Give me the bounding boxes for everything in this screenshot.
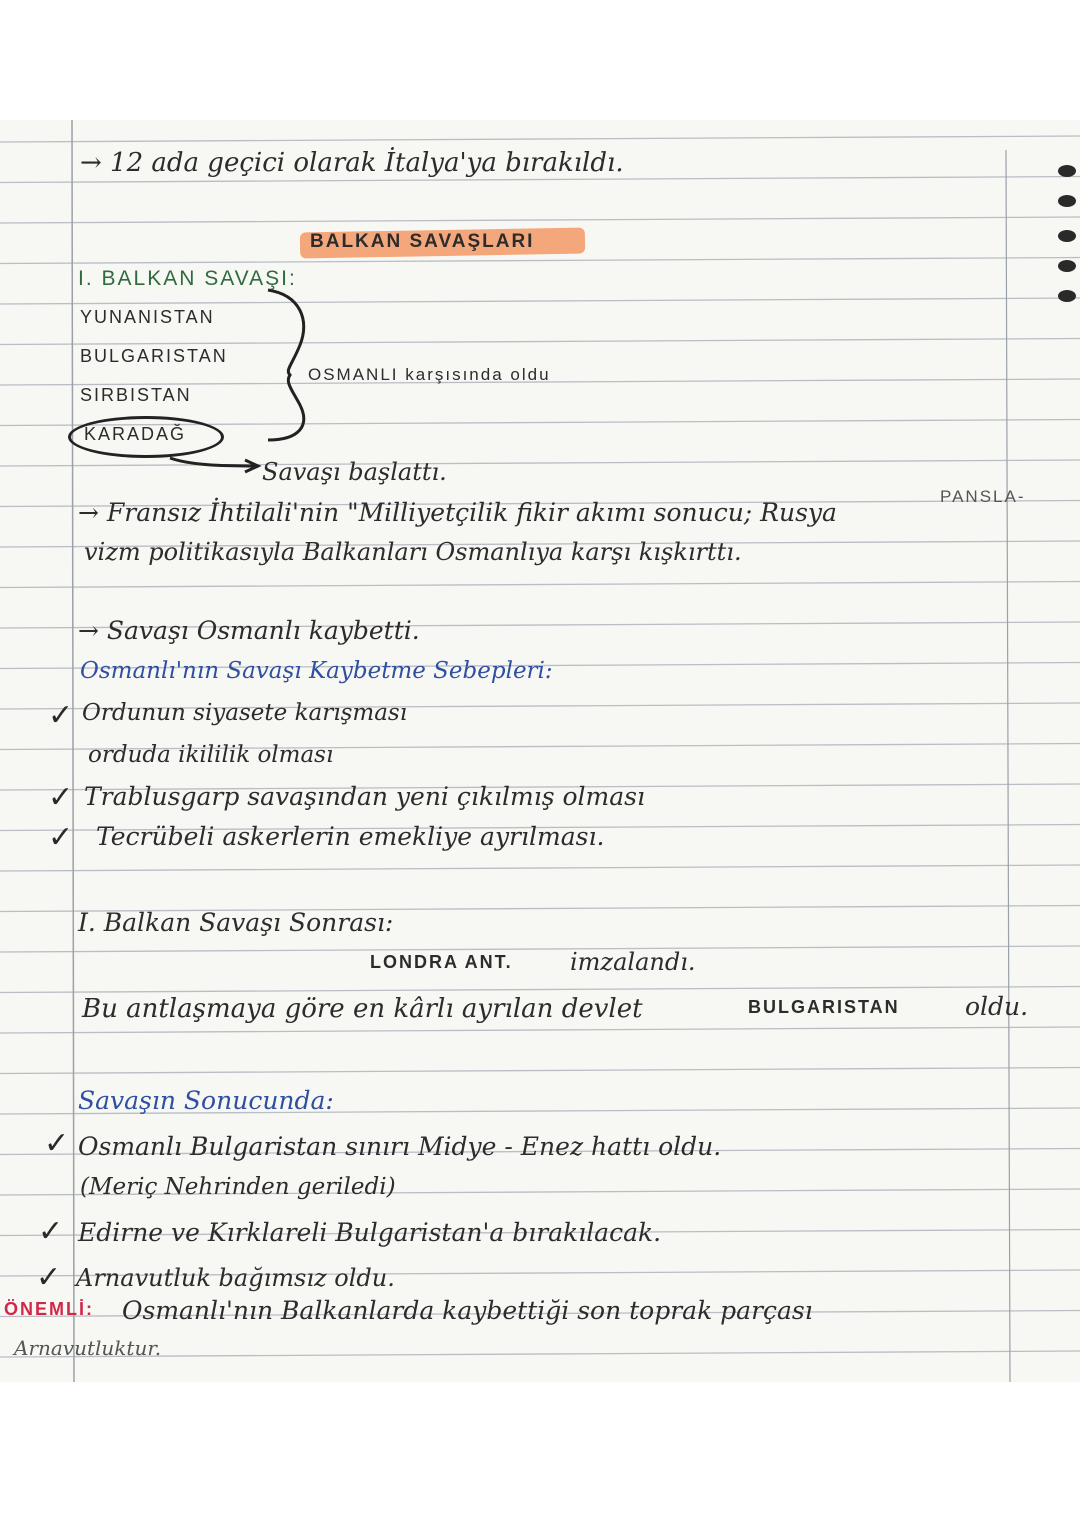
result-item: Arnavutluk bağımsız oldu. [76, 1264, 395, 1292]
profit-text: Bu antlaşmaya göre en kârlı ayrılan devlet [82, 994, 643, 1024]
reason-item: Ordunun siyasete karışması [82, 700, 408, 726]
country-item: YUNANISTAN [80, 307, 215, 327]
cause-line-2: vizm politikasıyla Balkanları Osmanlıya karşı kışkırttı. [84, 538, 742, 566]
profit-end: oldu. [965, 992, 1029, 1021]
reason-item: Trablusgarp savaşından yeni çıkılmış olması [84, 782, 645, 811]
country-item: KARADAĞ [84, 424, 187, 444]
important-text-2: Arnavutluktur. [14, 1336, 162, 1360]
page-title: BALKAN SAVAŞLARI [310, 231, 535, 252]
notebook-page [0, 120, 1080, 1382]
check-icon: ✓ [48, 820, 74, 855]
reasons-heading: Osmanlı'nın Savaşı Kaybetme Sebepleri: [80, 658, 553, 684]
result-item: Osmanlı Bulgaristan sınırı Midye - Enez hattı oldu. [78, 1132, 722, 1161]
country-item: SIRBISTAN [80, 385, 192, 405]
war1-heading: I. BALKAN SAVAŞI: [78, 267, 297, 290]
check-icon: ✓ [38, 1214, 64, 1249]
check-icon: ✓ [44, 1126, 70, 1161]
started-text: Savaşı başlattı. [262, 458, 447, 486]
check-icon: ✓ [48, 698, 74, 733]
cause-line-1-end: PANSLA- [940, 487, 1026, 506]
result-item: (Meriç Nehrinden geriledi) [80, 1174, 396, 1200]
reason-item: orduda ikililik olması [88, 742, 334, 768]
check-icon: ✓ [48, 780, 74, 815]
cause-line-1: → Fransız İhtilali'nin "Milliyetçilik fikir akımı sonucu; Rusya [78, 498, 837, 527]
result-heading: Savaşın Sonucunda: [78, 1086, 334, 1115]
lost-text: → Savaşı Osmanlı kaybetti. [78, 616, 420, 645]
reason-item: Tecrübeli askerlerin emekliye ayrılması. [96, 822, 605, 851]
important-label: ÖNEMLİ: [4, 1299, 94, 1319]
italy-islands-line: → 12 ada geçici olarak İtalya'ya bırakıldı. [80, 148, 624, 178]
treaty-signed: imzalandı. [570, 948, 696, 976]
important-text: Osmanlı'nın Balkanlarda kaybettiği son toprak parçası [122, 1296, 813, 1325]
after-heading: I. Balkan Savaşı Sonrası: [78, 908, 394, 937]
treaty-name: LONDRA ANT. [370, 952, 513, 972]
profit-country: BULGARISTAN [748, 997, 900, 1017]
result-item: Edirne ve Kırklareli Bulgaristan'a bırakılacak. [78, 1218, 662, 1247]
check-icon: ✓ [36, 1260, 62, 1295]
country-item: BULGARISTAN [80, 346, 228, 366]
alliance-text: OSMANLI karşısında oldu [308, 365, 551, 384]
